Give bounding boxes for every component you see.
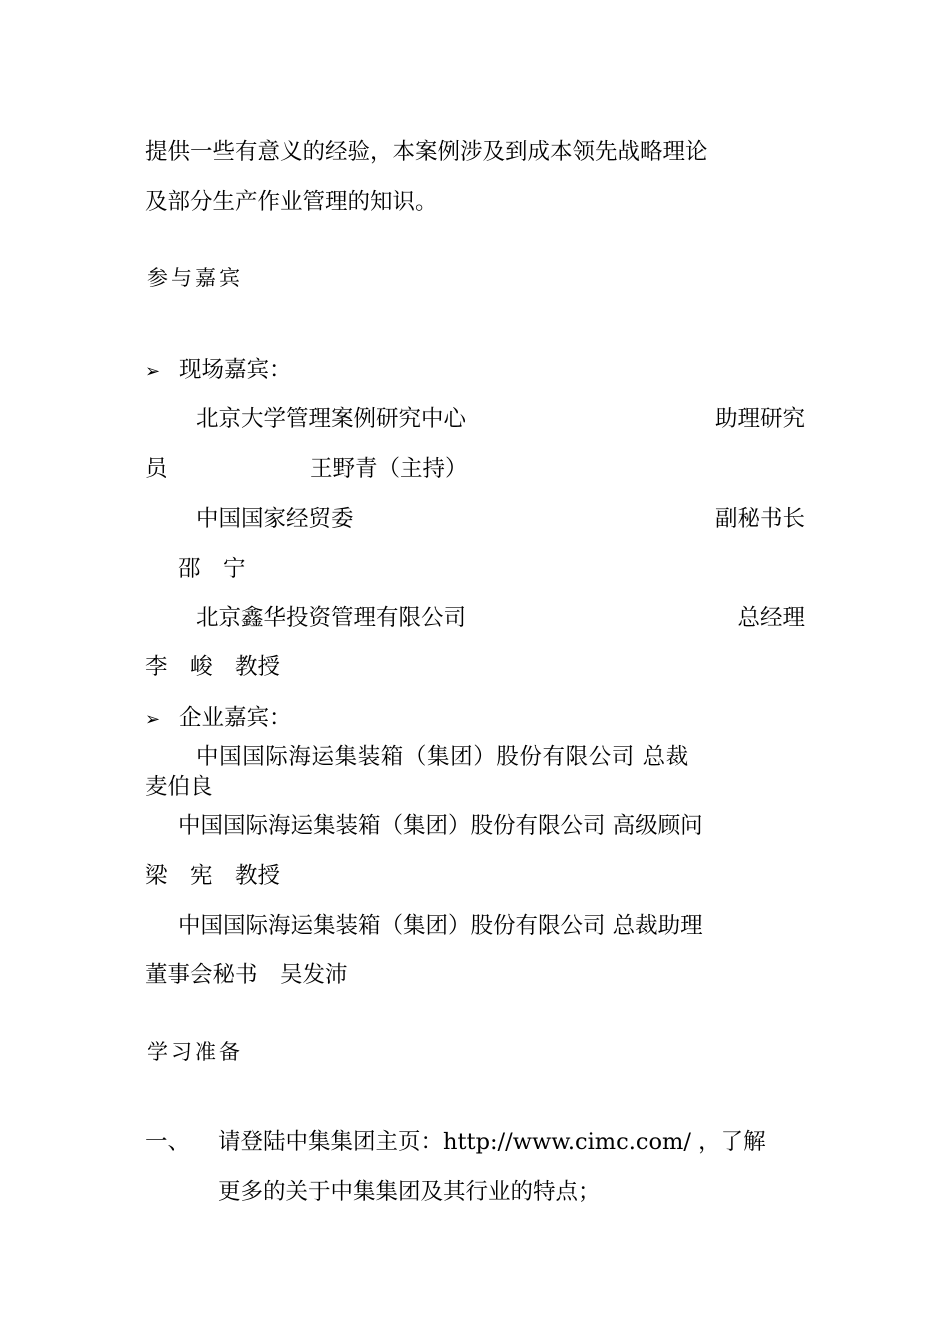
guest-2-name: 邵 宁: [178, 556, 246, 582]
prep-item-1-number: 一、: [145, 1129, 191, 1155]
guest-2-org: 中国国家经贸委: [196, 506, 354, 532]
guests-heading: 参与嘉宾: [147, 266, 243, 290]
intro-line-2: 及部分生产作业管理的知识。: [145, 189, 438, 215]
prep-item-1-line-1: 请登陆中集集团主页：http://www.cimc.com/ ，了解: [218, 1129, 766, 1155]
intro-line-1: 提供一些有意义的经验，本案例涉及到成本领先战略理论: [145, 139, 708, 165]
guest-3-title: 总经理: [737, 605, 805, 631]
guest-1-org: 北京大学管理案例研究中心: [196, 406, 467, 432]
enterprise-guests-label: [145, 703, 292, 735]
arrow-bullet-icon: ➢: [145, 709, 161, 730]
enterprise-guest-2-line: 中国国际海运集装箱（集团）股份有限公司 高级顾问: [178, 813, 703, 839]
guest-1-name: 王野青（主持）: [310, 456, 468, 482]
guest-2-title: 副秘书长: [714, 506, 805, 532]
arrow-bullet-icon: ➢: [145, 361, 161, 382]
enterprise-guest-1-name: 麦伯良: [145, 774, 213, 800]
onsite-label-text: 现场嘉宾：: [179, 357, 292, 383]
enterprise-guest-1-line: 中国国际海运集装箱（集团）股份有限公司 总裁: [196, 744, 689, 770]
enterprise-label-text: 企业嘉宾：: [179, 705, 292, 731]
guest-3-org: 北京鑫华投资管理有限公司: [196, 605, 467, 631]
guest-3-name: 李 峻 教授: [145, 654, 281, 680]
guest-1-title-cont: 员: [145, 456, 168, 482]
enterprise-guest-3-name: 董事会秘书 吴发沛: [145, 962, 348, 988]
prep-item-1-line-2: 更多的关于中集集团及其行业的特点；: [218, 1179, 601, 1205]
guest-1-title: 助理研究: [714, 406, 805, 432]
enterprise-guest-2-name: 梁 宪 教授: [145, 863, 281, 889]
enterprise-guest-3-line: 中国国际海运集装箱（集团）股份有限公司 总裁助理: [178, 913, 703, 939]
onsite-guests-label: [145, 355, 292, 387]
prep-heading: 学习准备: [147, 1040, 243, 1064]
